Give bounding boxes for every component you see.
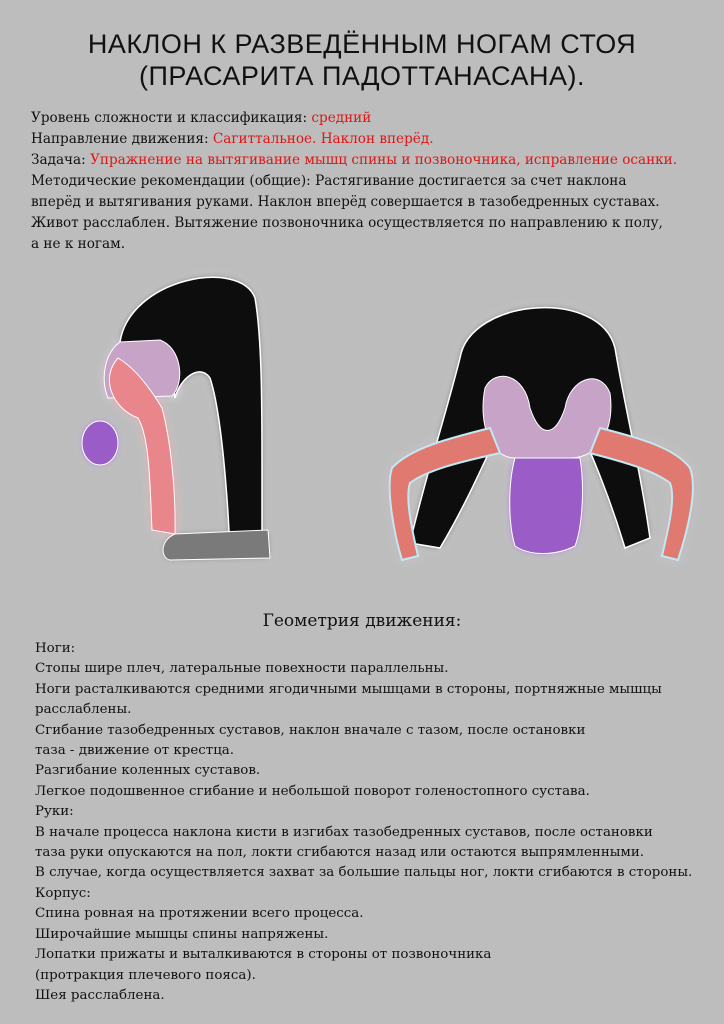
side-foot (163, 530, 270, 560)
geometry-heading: Геометрия движения: (262, 611, 462, 631)
geometry-line: Корпус: (35, 885, 91, 901)
geometry-text (35, 639, 715, 1006)
method-row (31, 171, 711, 192)
direction-value: Сагиттальное. Наклон вперёд. (212, 131, 434, 147)
pose-illustrations (0, 268, 724, 588)
geometry-line: Ноги расталкиваются средними ягодичными мышцами в стороны, портняжные мышцы (35, 681, 662, 697)
geometry-line: В начале процесса наклона кисти в изгибах тазобедренных суставов, после остановки (35, 824, 653, 840)
geometry-line: В случае, когда осуществляется захват за большие пальцы ног, локти сгибаются в стороны. (35, 865, 693, 881)
geometry-line: Руки: (35, 804, 74, 820)
geometry-line: таза руки опускаются на пол, локти сгибаются назад или остаются выпрямленными. (35, 845, 644, 861)
front-head (510, 458, 583, 554)
geometry-line: Спина ровная на протяжении всего процесса. (35, 906, 364, 922)
direction-label: Направление движения: (31, 131, 209, 147)
level-label: Уровень сложности и классификация: (31, 110, 308, 126)
geometry-line: Шея расслаблена. (35, 987, 165, 1003)
side-head (82, 421, 118, 465)
geometry-line: Широчайшие мышцы спины напряжены. (35, 926, 329, 942)
method-label: Методические рекомендации (общие): (31, 173, 311, 189)
task-label: Задача: (31, 152, 86, 168)
geometry-line: Стопы шире плеч, латеральные повехности параллельны. (35, 661, 449, 677)
intro-block (31, 108, 711, 255)
title-line-1: НАКЛОН К РАЗВЕДЁННЫМ НОГАМ СТОЯ (87, 29, 637, 59)
task-value: Упражнение на вытягивание мышц спины и позвоночника, исправление осанки. (90, 152, 678, 168)
method-text-1: Растягивание достигается за счет наклона (315, 173, 627, 189)
geometry-line: Ноги: (35, 641, 76, 656)
geometry-line: Сгибание тазобедренных суставов, наклон вначале с тазом, после остановки (35, 722, 586, 738)
geometry-line: Лопатки прижаты и выталкиваются в стороны от позвоночника (35, 947, 492, 963)
page-title (0, 28, 724, 92)
method-text-3: Живот расслаблен. Вытяжение позвоночника осуществляется по направлению к полу, (31, 215, 663, 231)
geometry-line: Легкое подошвенное сгибание и небольшой поворот голеностопного сустава. (35, 783, 590, 799)
level-value: средний (311, 110, 372, 126)
task-row (31, 150, 711, 171)
method-text-2: вперёд и вытягивания руками. Наклон вперёд совершается в тазобедренных суставах. (31, 194, 660, 210)
side-view-figure (82, 277, 270, 560)
geometry-line: таза - движение от крестца. (35, 743, 235, 759)
front-view-figure (390, 308, 693, 560)
geometry-line: (протракция плечевого пояса). (35, 967, 256, 983)
geometry-line: расслаблены. (35, 702, 132, 718)
geometry-line: Разгибание коленных суставов. (35, 763, 261, 779)
method-text-4: а не к ногам. (31, 236, 126, 252)
level-row (31, 108, 711, 129)
direction-row (31, 129, 711, 150)
title-line-2: (ПРАСАРИТА ПАДОТТАНАСАНА). (139, 61, 585, 91)
